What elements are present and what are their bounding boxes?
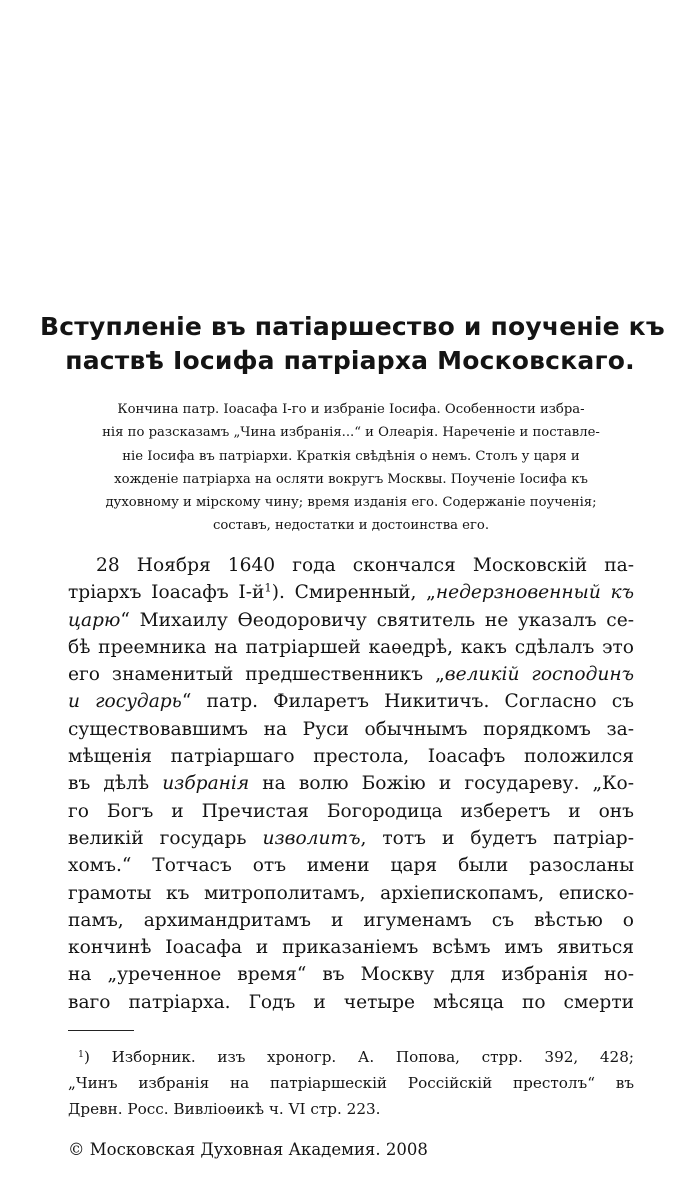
italic-word: изволитъ <box>262 827 361 849</box>
footnote-marker: 1 <box>78 1048 84 1060</box>
chapter-title-line-2: паствѣ Іосифа патріарха Московскаго. <box>65 346 635 375</box>
body-line: мѣщенія патріаршаго престола, Іоасафъ положился <box>68 746 634 768</box>
body-line <box>68 607 634 634</box>
italic-quote: и государь <box>68 691 182 713</box>
footnotes <box>68 1044 634 1122</box>
body-line: существовавшимъ на Руси обычнымъ порядкомъ за- <box>68 718 634 740</box>
footnote-line <box>68 1044 634 1070</box>
body-line <box>68 770 634 797</box>
body-text-span: ). Смиренный, „ <box>271 582 436 604</box>
body-paragraph <box>68 552 634 1016</box>
body-line: го Богъ и Пречистая Богородица изберетъ и онъ <box>68 800 634 822</box>
summary-line: составъ, недостатки и достоинства его. <box>212 518 490 534</box>
footnote-divider <box>68 1030 134 1031</box>
body-line <box>68 688 634 715</box>
body-line: хомъ.“ Тотчасъ отъ имени царя были разосланы <box>68 855 634 877</box>
body-line: грамоты къ митрополитамъ, архіепископамъ, еписко- <box>68 882 634 904</box>
body-line <box>68 579 634 606</box>
summary-line: нія по разсказамъ „Чина избранія...“ и Олеарія. Нареченіе и поставле- <box>102 425 600 441</box>
body-line: памъ, архимандритамъ и игуменамъ съ вѣстью о <box>68 909 634 931</box>
body-line <box>68 661 634 688</box>
body-text-span: , тотъ и будетъ патріар- <box>360 827 634 849</box>
copyright-notice: © Московская Духовная Академия. 2008 <box>68 1140 428 1159</box>
body-text-span: великій государь <box>68 827 263 849</box>
body-line <box>68 825 634 852</box>
body-line: ваго патріарха. Годъ и четыре мѣсяца по смерти <box>68 991 634 1013</box>
body-text-span: въ дѣлѣ <box>68 773 163 795</box>
body-text-span: на волю Божію и государеву. „Ко- <box>249 773 634 795</box>
italic-word: избранія <box>162 773 250 795</box>
body-text-span: тріархъ Іоасафъ I-й <box>68 582 265 604</box>
summary-line: Кончина патр. Іоасафа I-го и избраніе Іосифа. Особенности избра- <box>117 402 585 417</box>
body-line: 28 Ноября 1640 года скончался Московскій па- <box>96 555 634 576</box>
body-text-span: его знаменитый предшественникъ „ <box>68 664 445 686</box>
summary-line: ніе Іосифа въ патріархи. Краткія свѣдѣнія о немъ. Столъ у царя и <box>122 448 580 464</box>
italic-quote: великій господинъ <box>444 664 635 686</box>
chapter-title-line-1: Вступленіе въ патіаршество и поученіе къ <box>40 312 665 341</box>
summary-line: духовному и мірскому чину; время изданія его. Содержаніе поученія; <box>105 495 597 511</box>
italic-quote: царю <box>68 609 121 631</box>
body-text-span: “ Михаилу Ѳеодоровичу святитель не указалъ се- <box>120 609 634 631</box>
body-line: кончинѣ Іоасафа и приказаніемъ всѣмъ имъ явиться <box>68 937 634 959</box>
footnote-text: ) Изборник. изъ хроногр. А. Попова, стрр. 392, 428; <box>84 1048 634 1066</box>
footnote-ref[interactable]: 1 <box>264 580 272 595</box>
summary-line: хожденіе патріарха на осляти вокругъ Москвы. Поученіе Іосифа къ <box>114 471 588 487</box>
chapter-summary <box>68 398 634 538</box>
italic-quote: недерзновенный къ <box>435 582 635 604</box>
footnote-line: „Чинъ избранія на патріаршескій Россійскій престолъ“ въ <box>68 1074 634 1092</box>
chapter-title <box>40 310 665 378</box>
body-text-span: “ патр. Филаретъ Никитичъ. Согласно съ <box>181 691 634 713</box>
body-line: на „уреченное время“ въ Москву для избранія но- <box>68 964 634 986</box>
footnote-line: Древн. Росс. Вивліоѳикѣ ч. VI стр. 223. <box>68 1100 381 1118</box>
body-line: бѣ преемника на патріаршей каѳедрѣ, какъ сдѣлалъ это <box>68 636 634 658</box>
